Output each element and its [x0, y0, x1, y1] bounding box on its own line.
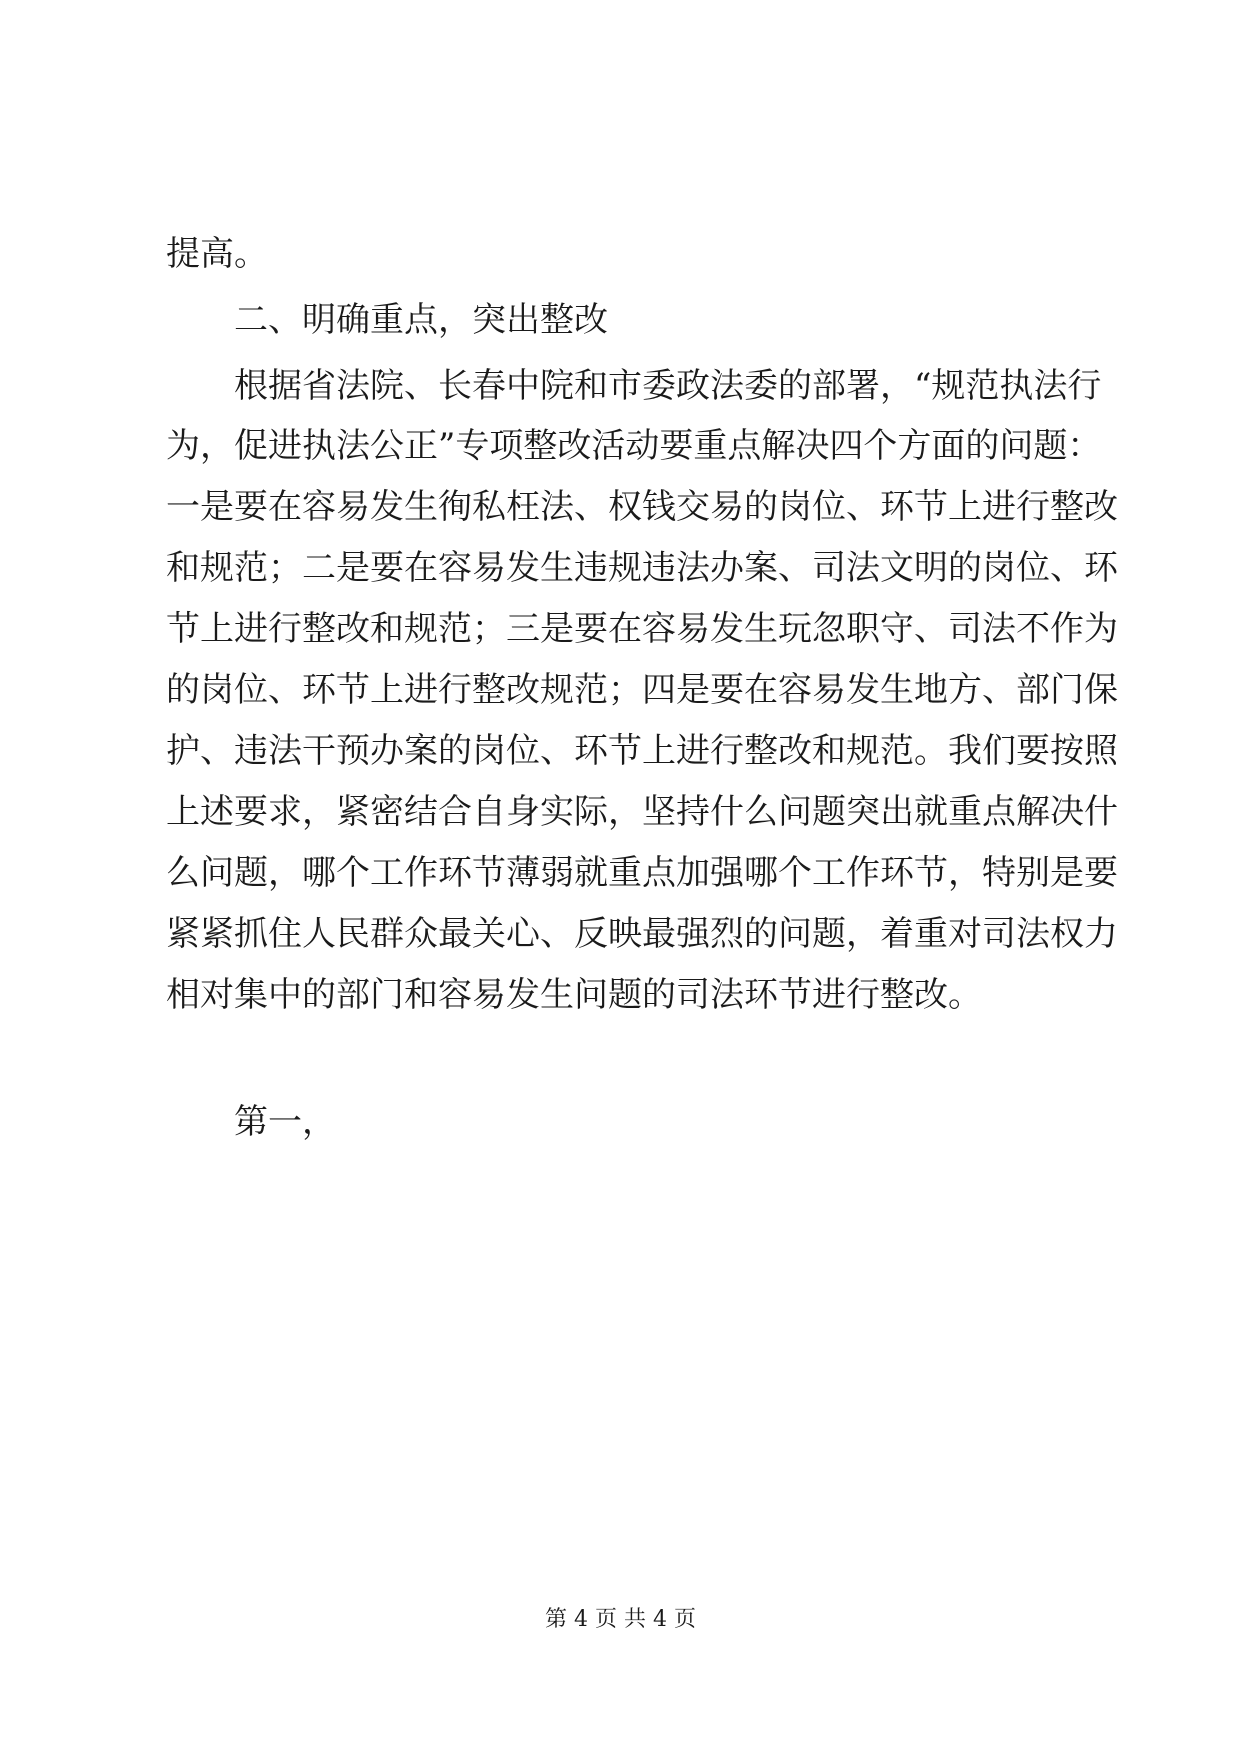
page-number-footer: 第 4 页 共 4 页 [545, 1607, 696, 1632]
paragraph-line: 护、违法干预办案的岗位、环节上进行整改和规范。我们要按照 [166, 731, 1118, 771]
paragraph-line: 么问题，哪个工作环节薄弱就重点加强哪个工作环节，特别是要 [166, 853, 1118, 893]
paragraph-line: 和规范；二是要在容易发生违规违法办案、司法文明的岗位、环 [166, 548, 1118, 588]
paragraph-line: 为，促进执法公正”专项整改活动要重点解决四个方面的问题： [166, 426, 1102, 466]
paragraph-line: 节上进行整改和规范；三是要在容易发生玩忽职守、司法不作为 [166, 609, 1118, 649]
section-heading: 二、明确重点，突出整改 [234, 300, 608, 340]
paragraph-line: 一是要在容易发生徇私枉法、权钱交易的岗位、环节上进行整改 [166, 487, 1118, 527]
paragraph-line: 相对集中的部门和容易发生问题的司法环节进行整改。 [166, 975, 982, 1015]
paragraph-line: 上述要求，紧密结合自身实际，坚持什么问题突出就重点解决什 [166, 792, 1118, 832]
paragraph-line: 第一， [234, 1102, 336, 1142]
paragraph-line: 的岗位、环节上进行整改规范；四是要在容易发生地方、部门保 [166, 670, 1118, 710]
paragraph-line: 紧紧抓住人民群众最关心、反映最强烈的问题，着重对司法权力 [166, 914, 1118, 954]
paragraph-line: 根据省法院、长春中院和市委政法委的部署，“规范执法行 [234, 366, 1102, 406]
paragraph-line: 提高。 [166, 234, 268, 274]
